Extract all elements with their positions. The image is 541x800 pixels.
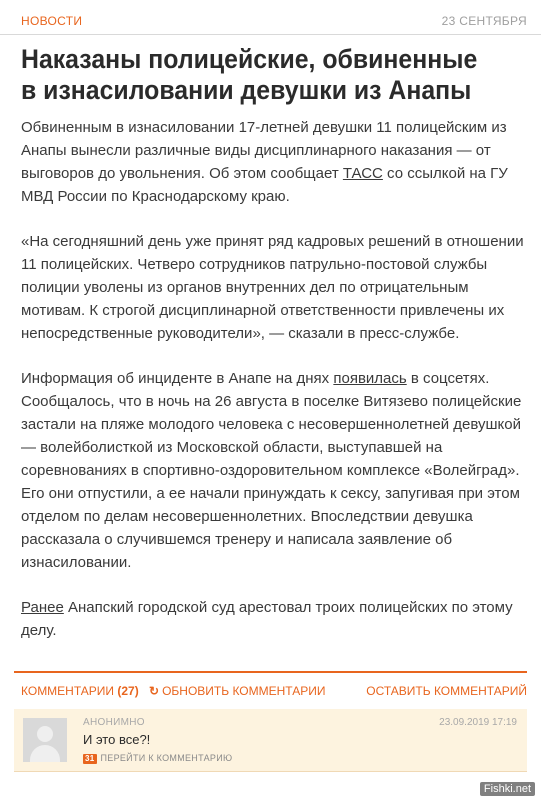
comment-item — [14, 709, 527, 772]
comments-count: (27) — [117, 684, 139, 698]
comment-text: И это все?! — [83, 732, 151, 747]
refresh-icon: ↻ — [149, 684, 160, 698]
publish-date: 23 СЕНТЯБРЯ — [441, 14, 527, 28]
comment-number-badge: 31 — [85, 754, 95, 763]
tass-link[interactable]: ТАСС — [342, 165, 383, 182]
avatar-body-shape — [30, 745, 60, 762]
comment-time: 23.09.2019 17:19 — [439, 717, 517, 728]
comments-link[interactable] — [21, 684, 139, 698]
leave-comment-button[interactable]: ОСТАВИТЬ КОММЕНТАРИЙ — [366, 684, 527, 698]
paragraph-3: Информация об инциденте в Анапе на днях появилась в соцсетях. Сообщалось, что в ночь на 26 августа в поселке Витязево полицейские застали на пляже молодого человека с несовершеннолетней девушкой — волейболисткой из Московской области, выступавшей на соревнованиях в спортивно-оздоровительном комплексе «Волейград». Его они отпустили, а ее начали принуждать к сексу, запугивая при этом отделом по делам несовершеннолетних. Впоследствии девушка рассказала о случившемся тренеру и написала заявление об изнасиловании. — [21, 370, 522, 571]
article-title: Наказаны полицейские, обвиненные в изнасиловании девушки из Анапы — [21, 44, 478, 105]
comments-bar — [21, 684, 527, 704]
paragraph-2-quote: «На сегодняшний день уже принят ряд кадровых решений в отношении 11 полицейских. Четверо сотрудников патрульно-постовой службы полиции уволены из органов внутренних дел по отрицательным мотивам. К строгой дисциплинарной ответственности привлечены их непосредственные руководители», — сказали в пресс-службе. — [21, 233, 524, 342]
comment-author: АНОНИМНО — [83, 717, 145, 728]
avatar-head-shape — [37, 726, 53, 742]
top-bar — [0, 0, 541, 35]
watermark: Fishki.net — [480, 782, 535, 796]
goto-comment-link[interactable]: 31 ПЕРЕЙТИ К КОММЕНТАРИЮ — [85, 753, 233, 763]
paragraph-4: Ранее Анапский городской суд арестовал троих полицейских по этому делу. — [21, 599, 513, 639]
earlier-link[interactable]: Ранее — [21, 599, 64, 616]
article-body — [21, 116, 526, 664]
avatar — [23, 718, 67, 762]
rubric-link[interactable]: НОВОСТИ — [21, 14, 83, 28]
refresh-comments-button[interactable]: ↻ ОБНОВИТЬ КОММЕНТАРИИ — [149, 684, 326, 698]
comments-label: КОММЕНТАРИИ — [21, 684, 115, 698]
appeared-link[interactable]: появилась — [333, 370, 407, 387]
paragraph-1: Обвиненным в изнасиловании 17-летней девушки 11 полицейским из Анапы вынесли различные виды дисциплинарного наказания — от выговоров до увольнения. Об этом сообщает ТАСС со ссылкой на ГУ МВД России по Краснодарскому краю. — [21, 119, 508, 205]
comments-divider — [14, 671, 527, 673]
